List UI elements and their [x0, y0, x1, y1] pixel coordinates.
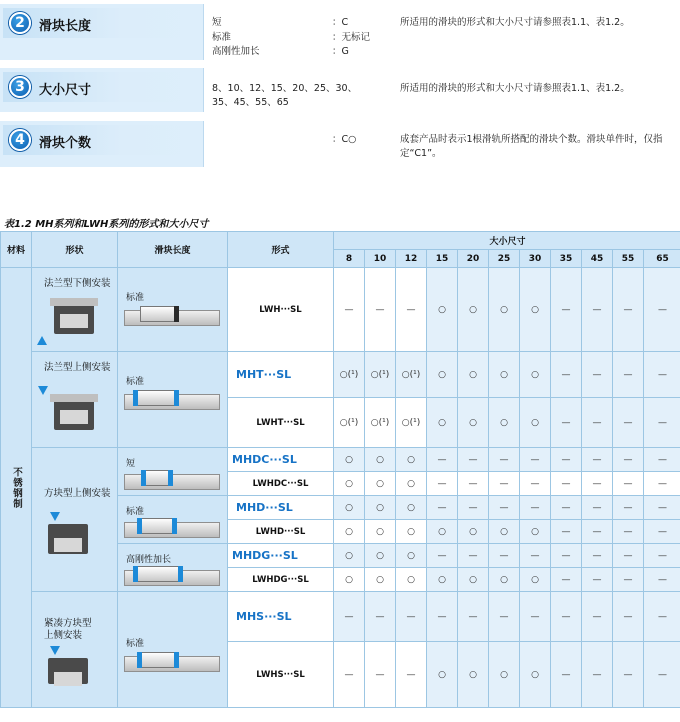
- option-label: 短: [212, 17, 222, 28]
- value-cell: —: [644, 520, 680, 544]
- header-size: 大小尺寸: [334, 232, 680, 250]
- section-title: 滑块个数: [39, 136, 92, 151]
- value-cell: ○: [334, 472, 365, 496]
- value-cell: —: [427, 496, 458, 520]
- block-image: [48, 524, 88, 554]
- value-cell: —: [582, 352, 613, 398]
- value-cell: —: [551, 448, 582, 472]
- value-cell: ○: [396, 448, 427, 472]
- value-cell: —: [644, 642, 680, 708]
- value-cell: ○: [458, 642, 489, 708]
- shape-cell: [32, 352, 118, 448]
- value-cell: —: [582, 544, 613, 568]
- value-cell: —: [427, 448, 458, 472]
- value-cell: ○: [520, 398, 551, 448]
- section-number-badge: 4: [9, 129, 31, 151]
- end-seal-image: [137, 518, 142, 534]
- value-cell: ○: [489, 352, 520, 398]
- form-cell: MHD···SL: [228, 496, 334, 520]
- value-cell: —: [489, 592, 520, 642]
- size-header: 20: [458, 250, 489, 268]
- section-note: 定“C1”。: [400, 148, 442, 159]
- value-cell: —: [396, 268, 427, 352]
- value-cell: ○: [427, 568, 458, 592]
- arrow-down-icon: [50, 646, 60, 655]
- value-cell: ○: [334, 544, 365, 568]
- size-header: 45: [582, 250, 613, 268]
- form-cell: LWHD···SL: [228, 520, 334, 544]
- material-cell: 不锈钢制: [1, 268, 32, 708]
- value-cell: ○: [396, 520, 427, 544]
- section-size: [0, 68, 680, 112]
- table-row: [1, 448, 680, 472]
- section-note: 成套产品时表示1根滑轨所搭配的滑块个数。滑块单件时，仅指: [400, 134, 663, 145]
- value-cell: —: [582, 448, 613, 472]
- shape-cell: [32, 268, 118, 352]
- length-cell: [118, 544, 228, 592]
- slider-block-image: [144, 470, 170, 486]
- value-cell: —: [334, 268, 365, 352]
- value-cell: ○: [489, 642, 520, 708]
- section-title: 大小尺寸: [39, 83, 92, 98]
- table-header-row: [1, 232, 680, 250]
- size-header: 25: [489, 250, 520, 268]
- value-cell: ○: [365, 448, 396, 472]
- value-cell: —: [458, 448, 489, 472]
- value-cell: ○: [365, 472, 396, 496]
- header-form: 形式: [228, 232, 334, 268]
- value-cell: —: [334, 642, 365, 708]
- value-cell: —: [551, 472, 582, 496]
- value-cell: —: [613, 568, 644, 592]
- value-cell: —: [396, 642, 427, 708]
- value-cell: ○: [520, 268, 551, 352]
- shape-label: 上侧安装: [44, 630, 83, 641]
- form-cell: MHDC···SL: [228, 448, 334, 472]
- size-header: 12: [396, 250, 427, 268]
- shape-cell: [32, 448, 118, 592]
- size-list: 35、45、55、65: [212, 97, 289, 108]
- size-header: 55: [613, 250, 644, 268]
- value-cell: ○: [427, 352, 458, 398]
- shape-label: 法兰型上侧安装: [44, 362, 111, 373]
- form-cell: MHDG···SL: [228, 544, 334, 568]
- value-cell: ○: [489, 398, 520, 448]
- value-cell: —: [427, 544, 458, 568]
- end-seal-image: [178, 566, 183, 582]
- value-cell: —: [551, 568, 582, 592]
- slider-block-image: [140, 518, 174, 534]
- value-cell: ○: [396, 472, 427, 496]
- end-seal-image: [174, 390, 179, 406]
- value-cell: —: [489, 472, 520, 496]
- size-header: 30: [520, 250, 551, 268]
- shape-label: 方块型上侧安装: [44, 488, 111, 499]
- value-cell: —: [489, 544, 520, 568]
- value-cell: —: [644, 496, 680, 520]
- slider-block-image: [140, 306, 176, 322]
- table-row: [1, 268, 680, 352]
- size-header: 10: [365, 250, 396, 268]
- value-cell: —: [613, 544, 644, 568]
- value-cell: —: [458, 544, 489, 568]
- length-label: 短: [126, 459, 136, 469]
- value-cell: ○: [334, 448, 365, 472]
- size-header: 65: [644, 250, 680, 268]
- value-cell: —: [489, 496, 520, 520]
- value-cell: ○: [520, 352, 551, 398]
- table-row: [1, 592, 680, 642]
- section-header: [3, 8, 203, 38]
- value-cell: ○: [458, 268, 489, 352]
- length-cell: [118, 592, 228, 708]
- table-row: [1, 352, 680, 398]
- value-cell: —: [613, 520, 644, 544]
- value-cell: ○(¹): [396, 398, 427, 448]
- section-slider-length: [0, 4, 680, 60]
- section-header: [3, 72, 203, 102]
- value-cell: ○: [458, 352, 489, 398]
- slider-block-image: [136, 566, 180, 582]
- length-label: 标准: [126, 507, 145, 517]
- value-cell: ○: [520, 520, 551, 544]
- end-seal-image: [133, 390, 138, 406]
- value-cell: —: [613, 448, 644, 472]
- value-cell: ○: [458, 520, 489, 544]
- value-cell: —: [644, 268, 680, 352]
- value-cell: —: [365, 268, 396, 352]
- value-cell: —: [551, 592, 582, 642]
- end-seal-image: [141, 470, 146, 486]
- value-cell: —: [613, 268, 644, 352]
- value-cell: ○(¹): [365, 352, 396, 398]
- form-cell: MHT···SL: [228, 352, 334, 398]
- value-cell: ○: [520, 642, 551, 708]
- value-cell: ○: [458, 398, 489, 448]
- value-cell: ○: [365, 520, 396, 544]
- option-code: ：C○: [332, 134, 357, 145]
- section-note: 所适用的滑块的形式和大小尺寸请参照表1.1、表1.2。: [400, 17, 630, 28]
- value-cell: —: [644, 544, 680, 568]
- end-seal-image: [172, 518, 177, 534]
- section-body: [203, 121, 680, 167]
- form-cell: LWHDC···SL: [228, 472, 334, 496]
- value-cell: ○: [396, 496, 427, 520]
- value-cell: ○: [489, 268, 520, 352]
- value-cell: —: [334, 592, 365, 642]
- section-header: [3, 125, 203, 155]
- value-cell: —: [520, 544, 551, 568]
- form-cell: LWHDG···SL: [228, 568, 334, 592]
- size-header: 15: [427, 250, 458, 268]
- length-label: 标准: [126, 293, 145, 303]
- value-cell: —: [520, 592, 551, 642]
- value-cell: ○: [334, 520, 365, 544]
- value-cell: —: [520, 448, 551, 472]
- value-cell: —: [644, 398, 680, 448]
- slider-block-image: [136, 390, 176, 406]
- value-cell: —: [613, 496, 644, 520]
- value-cell: ○(¹): [396, 352, 427, 398]
- value-cell: ○(¹): [365, 398, 396, 448]
- size-list: 8、10、12、15、20、25、30、: [212, 83, 358, 94]
- value-cell: —: [489, 448, 520, 472]
- option-label: 标准: [212, 32, 232, 43]
- value-cell: —: [520, 472, 551, 496]
- length-label: 高刚性加长: [126, 555, 172, 565]
- value-cell: ○: [334, 496, 365, 520]
- section-number-badge: 3: [9, 76, 31, 98]
- value-cell: ○: [427, 268, 458, 352]
- form-cell: MHS···SL: [228, 592, 334, 642]
- end-seal-image: [133, 566, 138, 582]
- value-cell: —: [582, 268, 613, 352]
- value-cell: —: [396, 592, 427, 642]
- end-seal-image: [168, 470, 173, 486]
- arrow-down-icon: [50, 512, 60, 521]
- section-note: 所适用的滑块的形式和大小尺寸请参照表1.1、表1.2。: [400, 83, 630, 94]
- value-cell: —: [458, 496, 489, 520]
- end-seal-image: [137, 652, 142, 668]
- value-cell: ○: [489, 520, 520, 544]
- section-slider-count: [0, 121, 680, 167]
- end-seal-image: [174, 652, 179, 668]
- value-cell: —: [458, 472, 489, 496]
- value-cell: —: [613, 642, 644, 708]
- value-cell: —: [644, 472, 680, 496]
- option-code: ：G: [332, 46, 349, 57]
- option-code: ：C: [332, 17, 349, 28]
- value-cell: —: [551, 268, 582, 352]
- value-cell: —: [613, 592, 644, 642]
- flange-block-image: [54, 300, 94, 334]
- value-cell: —: [551, 496, 582, 520]
- spec-table: [0, 231, 680, 708]
- section-body: [203, 68, 680, 112]
- value-cell: ○: [365, 496, 396, 520]
- value-cell: ○: [365, 568, 396, 592]
- header-material: 材料: [1, 232, 32, 268]
- value-cell: —: [582, 520, 613, 544]
- value-cell: —: [551, 352, 582, 398]
- value-cell: —: [551, 520, 582, 544]
- length-label: 标准: [126, 377, 145, 387]
- value-cell: —: [520, 496, 551, 520]
- value-cell: —: [551, 398, 582, 448]
- value-cell: —: [644, 352, 680, 398]
- section-body: [203, 4, 680, 60]
- value-cell: —: [365, 642, 396, 708]
- value-cell: —: [582, 496, 613, 520]
- length-cell: [118, 352, 228, 448]
- value-cell: ○: [396, 568, 427, 592]
- arrow-down-icon: [38, 386, 48, 395]
- value-cell: ○: [458, 568, 489, 592]
- value-cell: ○: [489, 568, 520, 592]
- section-title: 滑块长度: [39, 19, 92, 34]
- header-shape: 形状: [32, 232, 118, 268]
- length-label: 标准: [126, 639, 145, 649]
- header-length: 滑块长度: [118, 232, 228, 268]
- shape-label: 法兰型下侧安装: [44, 278, 111, 289]
- value-cell: ○(¹): [334, 398, 365, 448]
- compact-block-image: [48, 658, 88, 684]
- value-cell: ○(¹): [334, 352, 365, 398]
- length-cell: [118, 268, 228, 352]
- form-cell: LWHT···SL: [228, 398, 334, 448]
- end-seal-image: [174, 306, 179, 322]
- value-cell: —: [582, 568, 613, 592]
- value-cell: ○: [427, 642, 458, 708]
- size-header: 35: [551, 250, 582, 268]
- section-number-badge: 2: [9, 12, 31, 34]
- size-header: 8: [334, 250, 365, 268]
- shape-cell: [32, 592, 118, 708]
- value-cell: ○: [365, 544, 396, 568]
- value-cell: —: [644, 568, 680, 592]
- value-cell: —: [427, 472, 458, 496]
- value-cell: ○: [427, 520, 458, 544]
- value-cell: —: [551, 642, 582, 708]
- length-cell: [118, 496, 228, 544]
- value-cell: —: [644, 592, 680, 642]
- value-cell: —: [613, 352, 644, 398]
- length-cell: [118, 448, 228, 496]
- value-cell: ○: [334, 568, 365, 592]
- value-cell: —: [458, 592, 489, 642]
- value-cell: —: [582, 472, 613, 496]
- value-cell: ○: [520, 568, 551, 592]
- value-cell: —: [613, 472, 644, 496]
- value-cell: —: [644, 448, 680, 472]
- table-caption: 表1.2 MH系列和LWH系列的形式和大小尺寸: [4, 219, 209, 230]
- option-code: ：无标记: [332, 32, 371, 43]
- value-cell: —: [582, 592, 613, 642]
- shape-label: 紧凑方块型: [44, 618, 92, 629]
- value-cell: ○: [396, 544, 427, 568]
- form-cell: LWH···SL: [228, 268, 334, 352]
- value-cell: —: [582, 398, 613, 448]
- arrow-up-icon: [37, 336, 47, 345]
- slider-block-image: [140, 652, 176, 668]
- form-cell: LWHS···SL: [228, 642, 334, 708]
- value-cell: —: [582, 642, 613, 708]
- value-cell: —: [551, 544, 582, 568]
- value-cell: —: [613, 398, 644, 448]
- option-label: 高刚性加长: [212, 46, 260, 57]
- flange-block-image: [54, 396, 94, 430]
- value-cell: ○: [427, 398, 458, 448]
- value-cell: —: [427, 592, 458, 642]
- value-cell: —: [365, 592, 396, 642]
